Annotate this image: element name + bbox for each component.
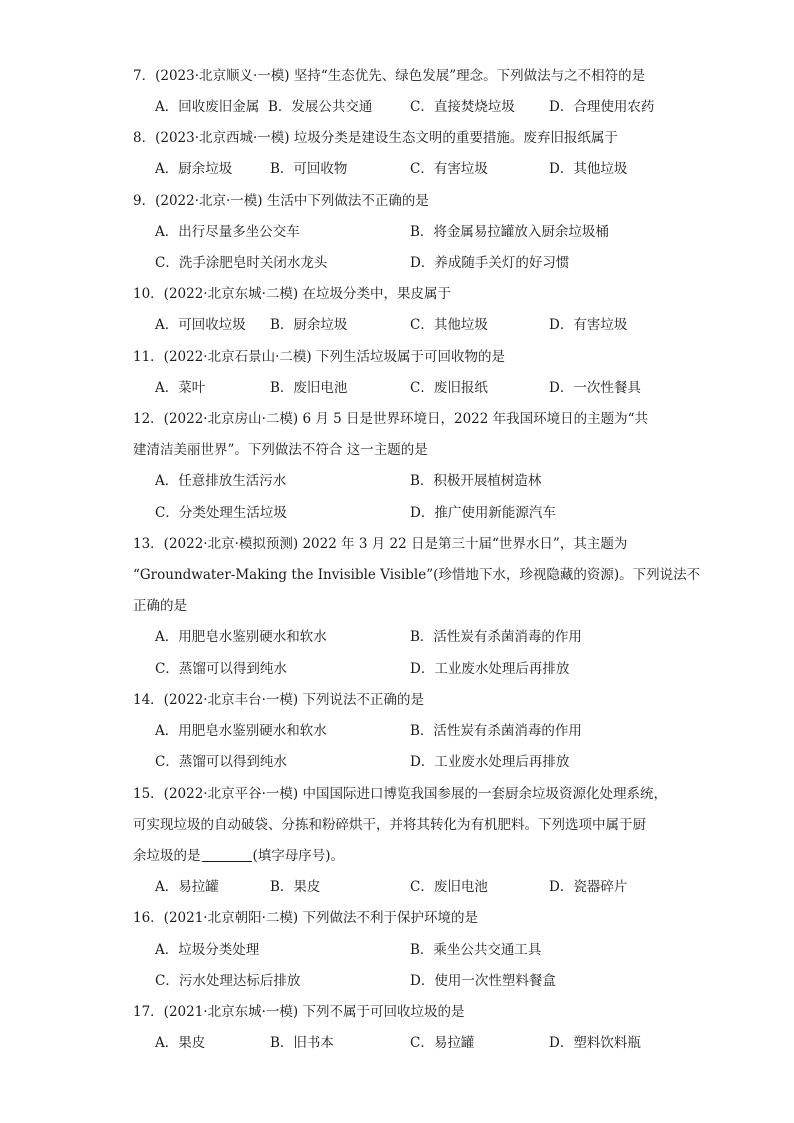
option-a: A．任意排放生活污水 xyxy=(155,473,287,489)
question-14-options-row1 xyxy=(0,719,794,743)
question-9-stem: 9．(2022·北京·一模) 生活中下列做法不正确的是 xyxy=(133,193,429,209)
option-a: A．果皮 xyxy=(155,1035,206,1051)
question-17-stem: 17．(2021·北京东城·一模) 下列不属于可回收垃圾的是 xyxy=(133,1004,465,1020)
option-c: C．有害垃圾 xyxy=(410,161,488,177)
question-13-options-row2 xyxy=(0,657,794,681)
question-8-stem: 8．(2023·北京西城·一模) 垃圾分类是建设生态文明的重要措施。废弃旧报纸属于 xyxy=(133,130,618,146)
option-b: B．乘坐公共交通工具 xyxy=(410,942,542,958)
question-11-stem: 11．(2022·北京石景山·二模) 下列生活垃圾属于可回收物的是 xyxy=(133,349,505,365)
option-d: D．塑料饮料瓶 xyxy=(549,1035,641,1051)
question-10-options xyxy=(0,313,794,337)
option-c: C．废旧报纸 xyxy=(410,380,488,396)
question-13-stem-line3: 正确的是 xyxy=(133,598,187,614)
question-9-options-row2 xyxy=(0,251,794,275)
option-c: C．污水处理达标后排放 xyxy=(155,973,301,989)
question-16-stem: 16．(2021·北京朝阳·二模) 下列做法不利于保护环境的是 xyxy=(133,910,478,926)
option-d: D．其他垃圾 xyxy=(549,161,628,177)
option-b: B．积极开展植树造林 xyxy=(410,473,542,489)
option-c: C．直接焚烧垃圾 xyxy=(410,99,515,115)
option-b: B．可回收物 xyxy=(270,161,348,177)
question-10-stem: 10．(2022·北京东城·二模) 在垃圾分类中，果皮属于 xyxy=(133,286,451,302)
question-16-options-row2 xyxy=(0,969,794,993)
question-12-stem-line2: 建清洁美丽世界”。下列做法不符合 这一主题的是 xyxy=(133,442,428,458)
option-b: B．将金属易拉罐放入厨余垃圾桶 xyxy=(410,224,609,240)
question-15-stem-line3: 余垃圾的是 (填字母序号)。 xyxy=(133,848,345,864)
option-c: C．蒸馏可以得到纯水 xyxy=(155,661,287,677)
option-b: B．发展公共交通 xyxy=(268,99,373,115)
option-c: C．其他垃圾 xyxy=(410,317,488,333)
option-c: C．蒸馏可以得到纯水 xyxy=(155,754,287,770)
question-12-options-row2 xyxy=(0,501,794,525)
option-d: D．有害垃圾 xyxy=(549,317,628,333)
option-a: A．回收废旧金属 xyxy=(155,99,260,115)
option-b: B．废旧电池 xyxy=(270,380,348,396)
question-14-stem: 14．(2022·北京丰台·一模) 下列说法不正确的是 xyxy=(133,692,424,708)
option-c: C．洗手涂肥皂时关闭水龙头 xyxy=(155,255,328,271)
question-9-options-row1 xyxy=(0,220,794,244)
option-a: A．菜叶 xyxy=(155,380,206,396)
question-7-stem: 7．(2023·北京顺义·一模) 坚持“生态优先、绿色发展”理念。下列做法与之不相符的是 xyxy=(133,68,646,84)
question-15-options xyxy=(0,875,794,899)
option-b: B．活性炭有杀菌消毒的作用 xyxy=(410,629,582,645)
question-14-options-row2 xyxy=(0,750,794,774)
question-11-options xyxy=(0,376,794,400)
option-d: D．养成随手关灯的好习惯 xyxy=(410,255,570,271)
option-a: A．出行尽量多坐公交车 xyxy=(155,224,300,240)
option-a: A．垃圾分类处理 xyxy=(155,942,260,958)
question-13-stem-line2: “Groundwater-Making the Invisible Visible”(珍惜地下水，珍视隐藏的资源)。下列说法不 xyxy=(133,567,701,583)
option-b: B．活性炭有杀菌消毒的作用 xyxy=(410,723,582,739)
option-a: A．用肥皂水鉴别硬水和软水 xyxy=(155,723,327,739)
question-12-options-row1 xyxy=(0,469,794,493)
option-d: D．工业废水处理后再排放 xyxy=(410,661,570,677)
option-b: B．旧书本 xyxy=(270,1035,334,1051)
question-12-stem-line1: 12．(2022·北京房山·二模) 6 月 5 日是世界环境日，2022 年我国环境日的主题为“共 xyxy=(133,411,649,427)
answer-blank[interactable] xyxy=(202,847,252,862)
option-d: D．合理使用农药 xyxy=(549,99,655,115)
question-13-options-row1 xyxy=(0,625,794,649)
option-d: D．使用一次性塑料餐盒 xyxy=(410,973,556,989)
option-d: D．瓷器碎片 xyxy=(549,879,628,895)
question-7-options xyxy=(0,95,794,119)
option-d: D．工业废水处理后再排放 xyxy=(410,754,570,770)
option-a: A．厨余垃圾 xyxy=(155,161,233,177)
question-17-options xyxy=(0,1031,794,1055)
option-d: D．推广使用新能源汽车 xyxy=(410,505,556,521)
option-a: A．易拉罐 xyxy=(155,879,219,895)
option-b: B．果皮 xyxy=(270,879,321,895)
option-c: C．废旧电池 xyxy=(410,879,488,895)
question-13-stem-line1: 13．(2022·北京·模拟预测) 2022 年 3 月 22 日是第三十届“世界水日”，其主题为 xyxy=(133,536,628,552)
option-c: C．易拉罐 xyxy=(410,1035,475,1051)
option-d: D．一次性餐具 xyxy=(549,380,641,396)
question-15-stem-line2: 可实现垃圾的自动破袋、分拣和粉碎烘干，并将其转化为有机肥料。下列选项中属于厨 xyxy=(133,817,646,833)
question-16-options-row1 xyxy=(0,938,794,962)
option-c: C．分类处理生活垃圾 xyxy=(155,505,287,521)
question-8-options xyxy=(0,157,794,181)
option-a: A．用肥皂水鉴别硬水和软水 xyxy=(155,629,327,645)
option-a: A．可回收垃圾 xyxy=(155,317,246,333)
option-b: B．厨余垃圾 xyxy=(270,317,348,333)
question-15-stem-line1: 15．(2022·北京平谷·一模) 中国国际进口博览我国参展的一套厨余垃圾资源化处理系统， xyxy=(133,786,667,802)
